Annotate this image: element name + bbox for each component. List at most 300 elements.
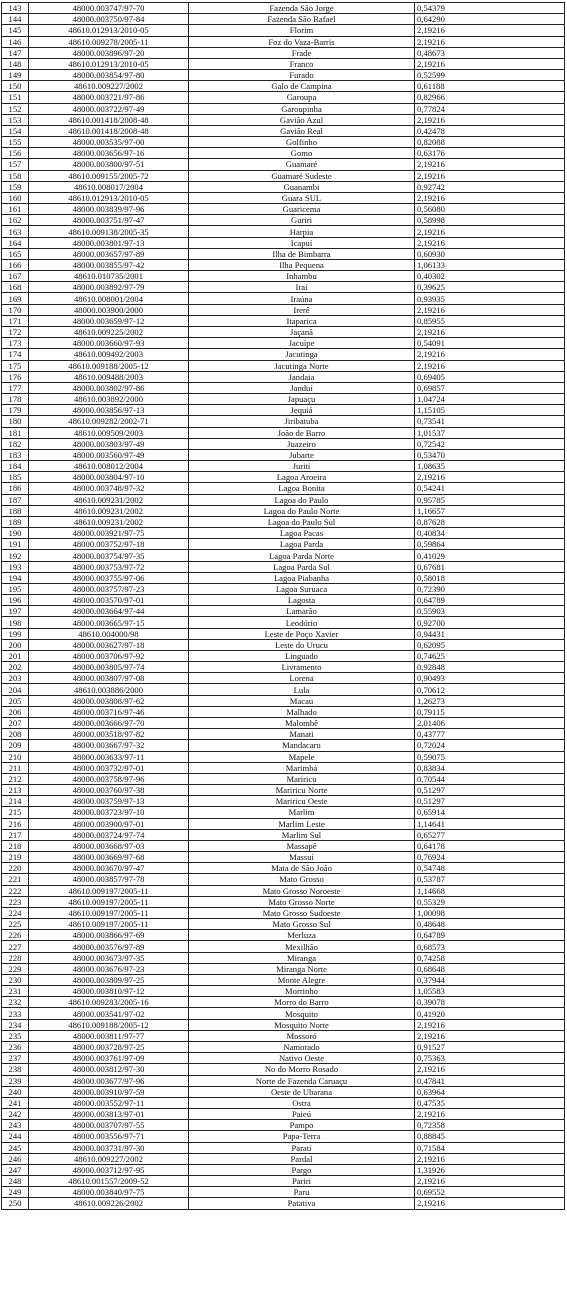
- value-cell: 0,53470: [415, 449, 565, 460]
- row-number: 233: [2, 1008, 29, 1019]
- row-number: 210: [2, 751, 29, 762]
- field-name: Miranga: [189, 952, 415, 963]
- table-row: [2, 941, 565, 952]
- field-name: Jequiá: [189, 405, 415, 416]
- process-number: 48000.003552/97-11: [29, 1097, 189, 1108]
- row-number: 226: [2, 930, 29, 941]
- row-number: 170: [2, 304, 29, 315]
- value-cell: 0,92742: [415, 181, 565, 192]
- field-name: Monte Alegre: [189, 974, 415, 985]
- value-cell: 1,26273: [415, 695, 565, 706]
- field-name: Marlim Sul: [189, 829, 415, 840]
- field-name: Parati: [189, 1142, 415, 1153]
- table-row: [2, 25, 565, 36]
- value-cell: 0,51297: [415, 796, 565, 807]
- field-name: Lagosta: [189, 595, 415, 606]
- table-row: [2, 360, 565, 371]
- value-cell: 0,85955: [415, 315, 565, 326]
- field-name: Lagoa Parda Sul: [189, 561, 415, 572]
- table-row: [2, 449, 565, 460]
- process-number: 48610.012913/2010-05: [29, 192, 189, 203]
- value-cell: 2,19216: [415, 170, 565, 181]
- row-number: 187: [2, 494, 29, 505]
- row-number: 152: [2, 103, 29, 114]
- value-cell: 1,16657: [415, 505, 565, 516]
- value-cell: 2,19216: [415, 1153, 565, 1164]
- row-number: 245: [2, 1142, 29, 1153]
- value-cell: 0,70544: [415, 773, 565, 784]
- value-cell: 2,19216: [415, 58, 565, 69]
- field-name: Marlim Leste: [189, 818, 415, 829]
- row-number: 178: [2, 394, 29, 405]
- row-number: 221: [2, 874, 29, 885]
- value-cell: 0,88845: [415, 1131, 565, 1142]
- process-number: 48000.003759/97-13: [29, 796, 189, 807]
- table-row: [2, 47, 565, 58]
- field-name: Gavião Real: [189, 125, 415, 136]
- value-cell: 2,19216: [415, 1019, 565, 1030]
- field-name: Juriti: [189, 461, 415, 472]
- row-number: 211: [2, 762, 29, 773]
- table-row: [2, 762, 565, 773]
- process-number: 48000.003660/97-93: [29, 338, 189, 349]
- process-number: 48000.003664/97-44: [29, 606, 189, 617]
- field-name: Guanambi: [189, 181, 415, 192]
- process-number: 48000.003810/97-12: [29, 986, 189, 997]
- table-row: [2, 181, 565, 192]
- field-name: Pampo: [189, 1120, 415, 1131]
- value-cell: 0,41920: [415, 1008, 565, 1019]
- process-number: 48000.003800/97-51: [29, 159, 189, 170]
- process-number: 48000.003856/97-13: [29, 405, 189, 416]
- row-number: 145: [2, 25, 29, 36]
- process-number: 48000.003666/97-70: [29, 718, 189, 729]
- row-number: 180: [2, 416, 29, 427]
- table-row: [2, 572, 565, 583]
- table-row: [2, 952, 565, 963]
- process-number: 48000.003731/97-30: [29, 1142, 189, 1153]
- field-name: Leste de Poço Xavier: [189, 628, 415, 639]
- process-number: 48000.003541/97-02: [29, 1008, 189, 1019]
- row-number: 192: [2, 550, 29, 561]
- process-number: 48610.009283/2005-16: [29, 997, 189, 1008]
- value-cell: 1,15105: [415, 405, 565, 416]
- table-row: [2, 282, 565, 293]
- row-number: 150: [2, 81, 29, 92]
- process-number: 48000.003716/97-46: [29, 706, 189, 717]
- process-number: 48000.003627/97-18: [29, 639, 189, 650]
- row-number: 191: [2, 539, 29, 550]
- process-number: 48000.003657/97-89: [29, 248, 189, 259]
- field-name: Mato Grosso Norte: [189, 896, 415, 907]
- row-number: 189: [2, 516, 29, 527]
- value-cell: 0,77824: [415, 103, 565, 114]
- field-name: João de Barro: [189, 427, 415, 438]
- row-number: 190: [2, 528, 29, 539]
- process-number: 48000.003677/97-96: [29, 1075, 189, 1086]
- process-number: 48000.003676/97-23: [29, 963, 189, 974]
- process-number: 48000.003656/97-16: [29, 148, 189, 159]
- field-name: Jacuípe: [189, 338, 415, 349]
- field-name: Japuaçu: [189, 394, 415, 405]
- field-name: Frade: [189, 47, 415, 58]
- field-name: Ostra: [189, 1097, 415, 1108]
- row-number: 212: [2, 773, 29, 784]
- process-number: 48000.003892/97-79: [29, 282, 189, 293]
- table-row: [2, 829, 565, 840]
- value-cell: 0,68573: [415, 941, 565, 952]
- row-number: 195: [2, 583, 29, 594]
- table-row: [2, 718, 565, 729]
- row-number: 146: [2, 36, 29, 47]
- value-cell: 0,40302: [415, 271, 565, 282]
- row-number: 169: [2, 293, 29, 304]
- process-number: 48000.003723/97-10: [29, 807, 189, 818]
- table-row: [2, 159, 565, 170]
- table-row: [2, 1109, 565, 1120]
- value-cell: 0,95785: [415, 494, 565, 505]
- field-name: Golfinho: [189, 137, 415, 148]
- table-row: [2, 986, 565, 997]
- value-cell: 0,76924: [415, 852, 565, 863]
- row-number: 167: [2, 271, 29, 282]
- field-name: Marlim: [189, 807, 415, 818]
- value-cell: 0,69405: [415, 371, 565, 382]
- field-name: Fazenda São Jorge: [189, 3, 415, 14]
- field-name: Jandaia: [189, 371, 415, 382]
- process-number: 48000.003665/97-15: [29, 617, 189, 628]
- row-number: 160: [2, 192, 29, 203]
- field-name: Lagoa Piabanha: [189, 572, 415, 583]
- row-number: 161: [2, 204, 29, 215]
- process-number: 48610.009492/2003: [29, 349, 189, 360]
- row-number: 154: [2, 125, 29, 136]
- table-row: [2, 539, 565, 550]
- process-number: 48610.001557/2009-52: [29, 1176, 189, 1187]
- process-number: 48000.003921/97-75: [29, 528, 189, 539]
- row-number: 203: [2, 673, 29, 684]
- process-number: 48000.003712/97-95: [29, 1164, 189, 1175]
- process-number: 48000.003755/97-06: [29, 572, 189, 583]
- process-number: 48000.003667/97-32: [29, 740, 189, 751]
- table-row: [2, 1053, 565, 1064]
- row-number: 219: [2, 852, 29, 863]
- process-number: 48000.003757/97-23: [29, 583, 189, 594]
- field-name: Mata de São João: [189, 863, 415, 874]
- process-number: 48610.009197/2005-11: [29, 896, 189, 907]
- process-number: 48000.003576/97-89: [29, 941, 189, 952]
- process-number: 48610.009231/2002: [29, 494, 189, 505]
- process-number: 48000.003748/97-32: [29, 483, 189, 494]
- field-name: Massuí: [189, 852, 415, 863]
- field-name: Mariricu Oeste: [189, 796, 415, 807]
- table-row: [2, 930, 565, 941]
- value-cell: 0,70612: [415, 684, 565, 695]
- table-row: [2, 58, 565, 69]
- table-row: [2, 405, 565, 416]
- process-number: 48000.003808/97-62: [29, 695, 189, 706]
- table-row: [2, 248, 565, 259]
- row-number: 218: [2, 840, 29, 851]
- value-cell: 0,53787: [415, 874, 565, 885]
- row-number: 225: [2, 919, 29, 930]
- table-row: [2, 1131, 565, 1142]
- value-cell: 0,62095: [415, 639, 565, 650]
- process-number: 48000.003910/97-59: [29, 1086, 189, 1097]
- value-cell: 0,64789: [415, 930, 565, 941]
- row-number: 174: [2, 349, 29, 360]
- process-number: 48000.003669/97-68: [29, 852, 189, 863]
- process-number: 48000.003724/97-74: [29, 829, 189, 840]
- row-number: 238: [2, 1064, 29, 1075]
- field-name: Mosquito Norte: [189, 1019, 415, 1030]
- value-cell: 0,92848: [415, 662, 565, 673]
- field-name: Irerê: [189, 304, 415, 315]
- row-number: 153: [2, 114, 29, 125]
- field-name: Lagoa Aroeira: [189, 472, 415, 483]
- field-name: Lagoa Parda Norte: [189, 550, 415, 561]
- field-name: Iraúna: [189, 293, 415, 304]
- table-row: [2, 796, 565, 807]
- table-row: [2, 215, 565, 226]
- row-number: 199: [2, 628, 29, 639]
- value-cell: 0,59864: [415, 539, 565, 550]
- row-number: 237: [2, 1053, 29, 1064]
- table-row: [2, 896, 565, 907]
- table-row: [2, 595, 565, 606]
- value-cell: 0,82966: [415, 92, 565, 103]
- field-name: Patativa: [189, 1198, 415, 1209]
- value-cell: 1,14668: [415, 885, 565, 896]
- table-row: [2, 1164, 565, 1175]
- process-number: 48000.003732/97-01: [29, 762, 189, 773]
- field-name: Marimbá: [189, 762, 415, 773]
- field-name: Gavião Azul: [189, 114, 415, 125]
- table-row: [2, 550, 565, 561]
- field-name: Guriri: [189, 215, 415, 226]
- value-cell: 1,00098: [415, 907, 565, 918]
- field-name: Mato Grosso Sudoeste: [189, 907, 415, 918]
- field-name: Norte de Fazenda Caruaçu: [189, 1075, 415, 1086]
- field-name: Fazenda São Rafael: [189, 14, 415, 25]
- table-row: [2, 226, 565, 237]
- field-name: Lagoa do Paulo Sul: [189, 516, 415, 527]
- table-row: [2, 1097, 565, 1108]
- value-cell: 2,19216: [415, 1064, 565, 1075]
- row-number: 156: [2, 148, 29, 159]
- row-number: 249: [2, 1187, 29, 1198]
- process-number: 48610.009197/2005-11: [29, 919, 189, 930]
- row-number: 239: [2, 1075, 29, 1086]
- row-number: 246: [2, 1153, 29, 1164]
- field-name: Guaricema: [189, 204, 415, 215]
- value-cell: 0,54091: [415, 338, 565, 349]
- process-number: 48610.009231/2002: [29, 505, 189, 516]
- field-name: Pariri: [189, 1176, 415, 1187]
- row-number: 247: [2, 1164, 29, 1175]
- value-cell: 0,58998: [415, 215, 565, 226]
- process-number: 48000.003866/97-69: [29, 930, 189, 941]
- table-row: [2, 852, 565, 863]
- process-number: 48000.003751/97-47: [29, 215, 189, 226]
- row-number: 166: [2, 259, 29, 270]
- process-number: 48000.003839/97-96: [29, 204, 189, 215]
- field-name: Mexilhão: [189, 941, 415, 952]
- process-number: 48610.010735/2001: [29, 271, 189, 282]
- field-name: Linguado: [189, 650, 415, 661]
- process-number: 48610.001418/2008-48: [29, 125, 189, 136]
- value-cell: 0,73541: [415, 416, 565, 427]
- table-row: [2, 137, 565, 148]
- table-row: [2, 3, 565, 14]
- row-number: 248: [2, 1176, 29, 1187]
- value-cell: 0,83834: [415, 762, 565, 773]
- field-name: Foz do Vaza-Barris: [189, 36, 415, 47]
- value-cell: 1,05583: [415, 986, 565, 997]
- process-number: 48000.003854/97-80: [29, 70, 189, 81]
- process-number: 48000.003900/2000: [29, 304, 189, 315]
- value-cell: 1,14641: [415, 818, 565, 829]
- row-number: 204: [2, 684, 29, 695]
- row-number: 185: [2, 472, 29, 483]
- table-row: [2, 461, 565, 472]
- table-row: [2, 36, 565, 47]
- row-number: 151: [2, 92, 29, 103]
- row-number: 198: [2, 617, 29, 628]
- table-row: [2, 271, 565, 282]
- value-cell: 1,04724: [415, 394, 565, 405]
- value-cell: 2,19216: [415, 304, 565, 315]
- value-cell: 2,19216: [415, 472, 565, 483]
- table-row: [2, 494, 565, 505]
- table-row: [2, 315, 565, 326]
- process-number: 48000.003570/97-01: [29, 595, 189, 606]
- field-name: Janduí: [189, 382, 415, 393]
- row-number: 216: [2, 818, 29, 829]
- row-number: 232: [2, 997, 29, 1008]
- value-cell: 1,01537: [415, 427, 565, 438]
- row-number: 206: [2, 706, 29, 717]
- field-name: Guamaré Sudeste: [189, 170, 415, 181]
- table-row: [2, 919, 565, 930]
- field-name: Miranga Norte: [189, 963, 415, 974]
- table-row: [2, 1120, 565, 1131]
- process-number: 48000.003670/97-47: [29, 863, 189, 874]
- field-name: Mandacaru: [189, 740, 415, 751]
- field-name: Jacutinga Norte: [189, 360, 415, 371]
- value-cell: 0,65914: [415, 807, 565, 818]
- row-number: 228: [2, 952, 29, 963]
- table-row: [2, 148, 565, 159]
- field-name: Paieú: [189, 1109, 415, 1120]
- table-row: [2, 773, 565, 784]
- field-name: Jaçanã: [189, 326, 415, 337]
- row-number: 172: [2, 326, 29, 337]
- field-name: Papa-Terra: [189, 1131, 415, 1142]
- row-number: 235: [2, 1030, 29, 1041]
- field-name: Guamaré: [189, 159, 415, 170]
- field-name: Lula: [189, 684, 415, 695]
- row-number: 159: [2, 181, 29, 192]
- field-name: Juazeiro: [189, 438, 415, 449]
- row-number: 144: [2, 14, 29, 25]
- value-cell: 0,91527: [415, 1041, 565, 1052]
- process-number: 48000.003753/97-72: [29, 561, 189, 572]
- table-row: [2, 706, 565, 717]
- field-name: Leodório: [189, 617, 415, 628]
- value-cell: 0,54379: [415, 3, 565, 14]
- value-cell: 0,48648: [415, 919, 565, 930]
- value-cell: 0,72024: [415, 740, 565, 751]
- value-cell: 0,93935: [415, 293, 565, 304]
- row-number: 194: [2, 572, 29, 583]
- process-number: 48000.003812/97-30: [29, 1064, 189, 1075]
- process-number: 48000.003750/97-84: [29, 14, 189, 25]
- process-number: 48000.003747/97-70: [29, 3, 189, 14]
- field-name: Paru: [189, 1187, 415, 1198]
- process-number: 48610.009226/2002: [29, 1198, 189, 1209]
- process-number: 48610.009188/2005-12: [29, 360, 189, 371]
- table-row: [2, 427, 565, 438]
- value-cell: 0,75363: [415, 1053, 565, 1064]
- table-row: [2, 885, 565, 896]
- field-name: Jubarte: [189, 449, 415, 460]
- fields-table: [1, 2, 565, 1210]
- row-number: 197: [2, 606, 29, 617]
- table-row: [2, 997, 565, 1008]
- value-cell: 0,69552: [415, 1187, 565, 1198]
- field-name: Franco: [189, 58, 415, 69]
- row-number: 186: [2, 483, 29, 494]
- row-number: 223: [2, 896, 29, 907]
- process-number: 48000.003809/97-25: [29, 974, 189, 985]
- field-name: Mapele: [189, 751, 415, 762]
- row-number: 196: [2, 595, 29, 606]
- value-cell: 2,19216: [415, 326, 565, 337]
- row-number: 250: [2, 1198, 29, 1209]
- process-number: 48000.003811/97-77: [29, 1030, 189, 1041]
- field-name: Lagoa do Paulo: [189, 494, 415, 505]
- row-number: 177: [2, 382, 29, 393]
- field-name: Pardal: [189, 1153, 415, 1164]
- field-name: Namorado: [189, 1041, 415, 1052]
- value-cell: 0,79115: [415, 706, 565, 717]
- field-name: Harpia: [189, 226, 415, 237]
- table-row: [2, 740, 565, 751]
- table-row: [2, 650, 565, 661]
- value-cell: 0,41029: [415, 550, 565, 561]
- field-name: Massapê: [189, 840, 415, 851]
- table-row: [2, 125, 565, 136]
- process-number: 48000.003752/97-18: [29, 539, 189, 550]
- value-cell: 0,69857: [415, 382, 565, 393]
- process-number: 48610.012913/2010-05: [29, 58, 189, 69]
- field-name: Livramento: [189, 662, 415, 673]
- field-name: Lagoa Parda: [189, 539, 415, 550]
- field-name: Ilha Pequena: [189, 259, 415, 270]
- field-name: Mato Grosso Sul: [189, 919, 415, 930]
- field-name: Mariricu Norte: [189, 785, 415, 796]
- value-cell: 0,74625: [415, 650, 565, 661]
- process-number: 48000.003556/97-71: [29, 1131, 189, 1142]
- row-number: 162: [2, 215, 29, 226]
- field-name: Furado: [189, 70, 415, 81]
- row-number: 207: [2, 718, 29, 729]
- table-row: [2, 394, 565, 405]
- value-cell: 0,74258: [415, 952, 565, 963]
- process-number: 48000.003721/97-86: [29, 92, 189, 103]
- process-number: 48000.003535/97-00: [29, 137, 189, 148]
